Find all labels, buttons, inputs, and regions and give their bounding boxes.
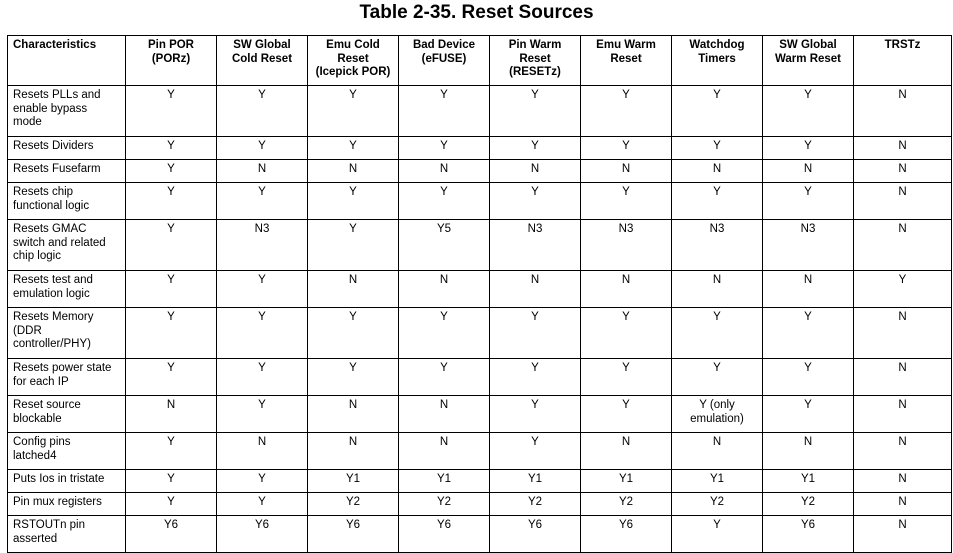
row-label: Resets test and emulation logic: [8, 271, 126, 308]
table-cell: N: [854, 86, 952, 137]
table-cell: Y: [126, 433, 217, 470]
row-label: Resets Memory (DDR controller/PHY): [8, 308, 126, 359]
table-cell: Y: [672, 516, 763, 553]
table-cell: Y: [581, 359, 672, 396]
row-label: Resets GMAC switch and related chip logic: [8, 220, 126, 271]
row-label: RSTOUTn pin asserted: [8, 516, 126, 553]
table-cell: Y: [217, 396, 308, 433]
table-cell: N: [217, 160, 308, 183]
table-cell: N: [854, 308, 952, 359]
table-cell: Y2: [763, 493, 854, 516]
table-cell: N: [126, 396, 217, 433]
table-cell: Y: [672, 137, 763, 160]
table-cell: Y: [126, 308, 217, 359]
table-cell: N: [581, 160, 672, 183]
table-cell: Y6: [308, 516, 399, 553]
table-row: [8, 433, 952, 470]
header-watchdog-timers: Watchdog Timers: [672, 36, 763, 86]
header-sw-global-warm-reset: SW Global Warm Reset: [763, 36, 854, 86]
table-cell: Y: [490, 137, 581, 160]
table-cell: N: [854, 183, 952, 220]
row-label: Reset source blockable: [8, 396, 126, 433]
table-cell: N: [490, 160, 581, 183]
table-cell: Y: [490, 86, 581, 137]
table-row: [8, 308, 952, 359]
table-cell: Y5: [399, 220, 490, 271]
table-cell: Y: [308, 137, 399, 160]
table-cell: N: [399, 433, 490, 470]
table-cell: Y1: [672, 470, 763, 493]
table-cell: N: [672, 433, 763, 470]
table-cell: Y: [399, 86, 490, 137]
table-cell: Y: [490, 308, 581, 359]
table-cell: Y: [672, 308, 763, 359]
table-row: [8, 137, 952, 160]
table-row: [8, 160, 952, 183]
header-characteristics: Characteristics: [8, 36, 126, 86]
table-cell: Y: [308, 359, 399, 396]
header-row: [8, 36, 952, 86]
header-pin-warm-reset: Pin Warm Reset (RESETz): [490, 36, 581, 86]
table-cell: N3: [217, 220, 308, 271]
table-row: [8, 183, 952, 220]
table-row: [8, 271, 952, 308]
row-label: Resets PLLs and enable bypass mode: [8, 86, 126, 137]
table-cell: Y: [763, 183, 854, 220]
table-cell: N: [763, 271, 854, 308]
table-cell: N: [490, 271, 581, 308]
table-cell: Y (only emulation): [672, 396, 763, 433]
table-cell: N: [763, 433, 854, 470]
table-cell: Y2: [308, 493, 399, 516]
table-cell: N: [308, 160, 399, 183]
header-emu-warm-reset: Emu Warm Reset: [581, 36, 672, 86]
table-cell: Y: [399, 183, 490, 220]
table-cell: N: [672, 160, 763, 183]
table-cell: Y2: [672, 493, 763, 516]
table-cell: Y: [126, 359, 217, 396]
table-cell: N: [399, 396, 490, 433]
table-cell: Y: [399, 308, 490, 359]
reset-sources-table: [7, 35, 952, 553]
table-cell: N: [854, 220, 952, 271]
table-cell: Y: [308, 308, 399, 359]
table-cell: N3: [581, 220, 672, 271]
row-label: Resets Fusefarm: [8, 160, 126, 183]
table-cell: Y: [217, 183, 308, 220]
table-cell: Y: [126, 183, 217, 220]
table-cell: N: [763, 160, 854, 183]
table-cell: N: [308, 396, 399, 433]
table-cell: Y6: [581, 516, 672, 553]
table-cell: Y: [217, 86, 308, 137]
table-cell: Y: [763, 137, 854, 160]
table-cell: N: [854, 160, 952, 183]
table-cell: N: [581, 433, 672, 470]
table-cell: Y: [399, 137, 490, 160]
table-cell: Y1: [308, 470, 399, 493]
table-title: Table 2-35. Reset Sources: [359, 2, 594, 23]
table-cell: Y: [308, 183, 399, 220]
table-cell: Y: [854, 271, 952, 308]
table-cell: Y2: [581, 493, 672, 516]
table-cell: Y: [763, 396, 854, 433]
table-cell: N3: [672, 220, 763, 271]
table-cell: N: [854, 516, 952, 553]
table-cell: N: [308, 271, 399, 308]
table-cell: Y: [217, 359, 308, 396]
table-cell: N: [217, 433, 308, 470]
table-cell: N: [581, 271, 672, 308]
table-cell: Y: [672, 183, 763, 220]
table-cell: Y: [581, 137, 672, 160]
table-row: [8, 493, 952, 516]
table-row: [8, 359, 952, 396]
table-cell: Y: [490, 359, 581, 396]
table-body: [8, 86, 952, 553]
table-cell: Y: [581, 86, 672, 137]
table-row: [8, 396, 952, 433]
table-cell: Y6: [399, 516, 490, 553]
row-label: Resets power state for each IP: [8, 359, 126, 396]
table-cell: Y: [217, 308, 308, 359]
table-cell: N: [672, 271, 763, 308]
table-cell: Y: [763, 86, 854, 137]
table-cell: Y: [217, 470, 308, 493]
table-row: [8, 86, 952, 137]
header-emu-cold-reset: Emu Cold Reset (Icepick POR): [308, 36, 399, 86]
table-cell: N: [399, 271, 490, 308]
table-cell: N: [854, 137, 952, 160]
table-header: [8, 36, 952, 86]
header-sw-global-cold-reset: SW Global Cold Reset: [217, 36, 308, 86]
header-bad-device: Bad Device (eFUSE): [399, 36, 490, 86]
table-cell: Y: [126, 470, 217, 493]
table-cell: Y1: [763, 470, 854, 493]
table-cell: N: [854, 396, 952, 433]
row-label: Pin mux registers: [8, 493, 126, 516]
table-cell: Y: [581, 396, 672, 433]
table-cell: Y: [672, 359, 763, 396]
table-cell: Y6: [763, 516, 854, 553]
table-cell: Y: [126, 137, 217, 160]
table-cell: Y: [763, 308, 854, 359]
row-label: Config pins latched4: [8, 433, 126, 470]
table-cell: Y: [399, 359, 490, 396]
table-cell: Y1: [581, 470, 672, 493]
table-row: [8, 516, 952, 553]
row-label: Resets Dividers: [8, 137, 126, 160]
table-cell: Y: [217, 493, 308, 516]
table-cell: N: [399, 160, 490, 183]
table-row: [8, 470, 952, 493]
header-trstz: TRSTz: [854, 36, 952, 86]
table-cell: Y1: [490, 470, 581, 493]
table-cell: N: [308, 433, 399, 470]
table-cell: N3: [490, 220, 581, 271]
table-cell: Y: [126, 271, 217, 308]
row-label: Resets chip functional logic: [8, 183, 126, 220]
table-cell: Y: [581, 308, 672, 359]
table-cell: Y6: [217, 516, 308, 553]
table-cell: Y: [581, 183, 672, 220]
table-cell: Y1: [399, 470, 490, 493]
table-cell: N: [854, 470, 952, 493]
table-cell: Y2: [399, 493, 490, 516]
table-cell: Y: [308, 220, 399, 271]
table-cell: Y: [490, 396, 581, 433]
table-row: [8, 220, 952, 271]
table-cell: Y: [126, 160, 217, 183]
table-cell: Y2: [490, 493, 581, 516]
table-cell: Y: [490, 183, 581, 220]
table-cell: Y: [217, 271, 308, 308]
table-cell: Y: [217, 137, 308, 160]
header-pin-por: Pin POR (PORz): [126, 36, 217, 86]
table-cell: Y: [308, 86, 399, 137]
table-cell: Y6: [490, 516, 581, 553]
table-cell: N: [854, 493, 952, 516]
table-cell: N3: [763, 220, 854, 271]
table-cell: Y: [126, 220, 217, 271]
table-cell: N: [854, 433, 952, 470]
table-cell: Y: [126, 493, 217, 516]
table-cell: Y: [672, 86, 763, 137]
table-cell: Y: [490, 433, 581, 470]
table-cell: Y6: [126, 516, 217, 553]
row-label: Puts Ios in tristate: [8, 470, 126, 493]
table-cell: Y: [763, 359, 854, 396]
table-cell: Y: [126, 86, 217, 137]
table-cell: N: [854, 359, 952, 396]
